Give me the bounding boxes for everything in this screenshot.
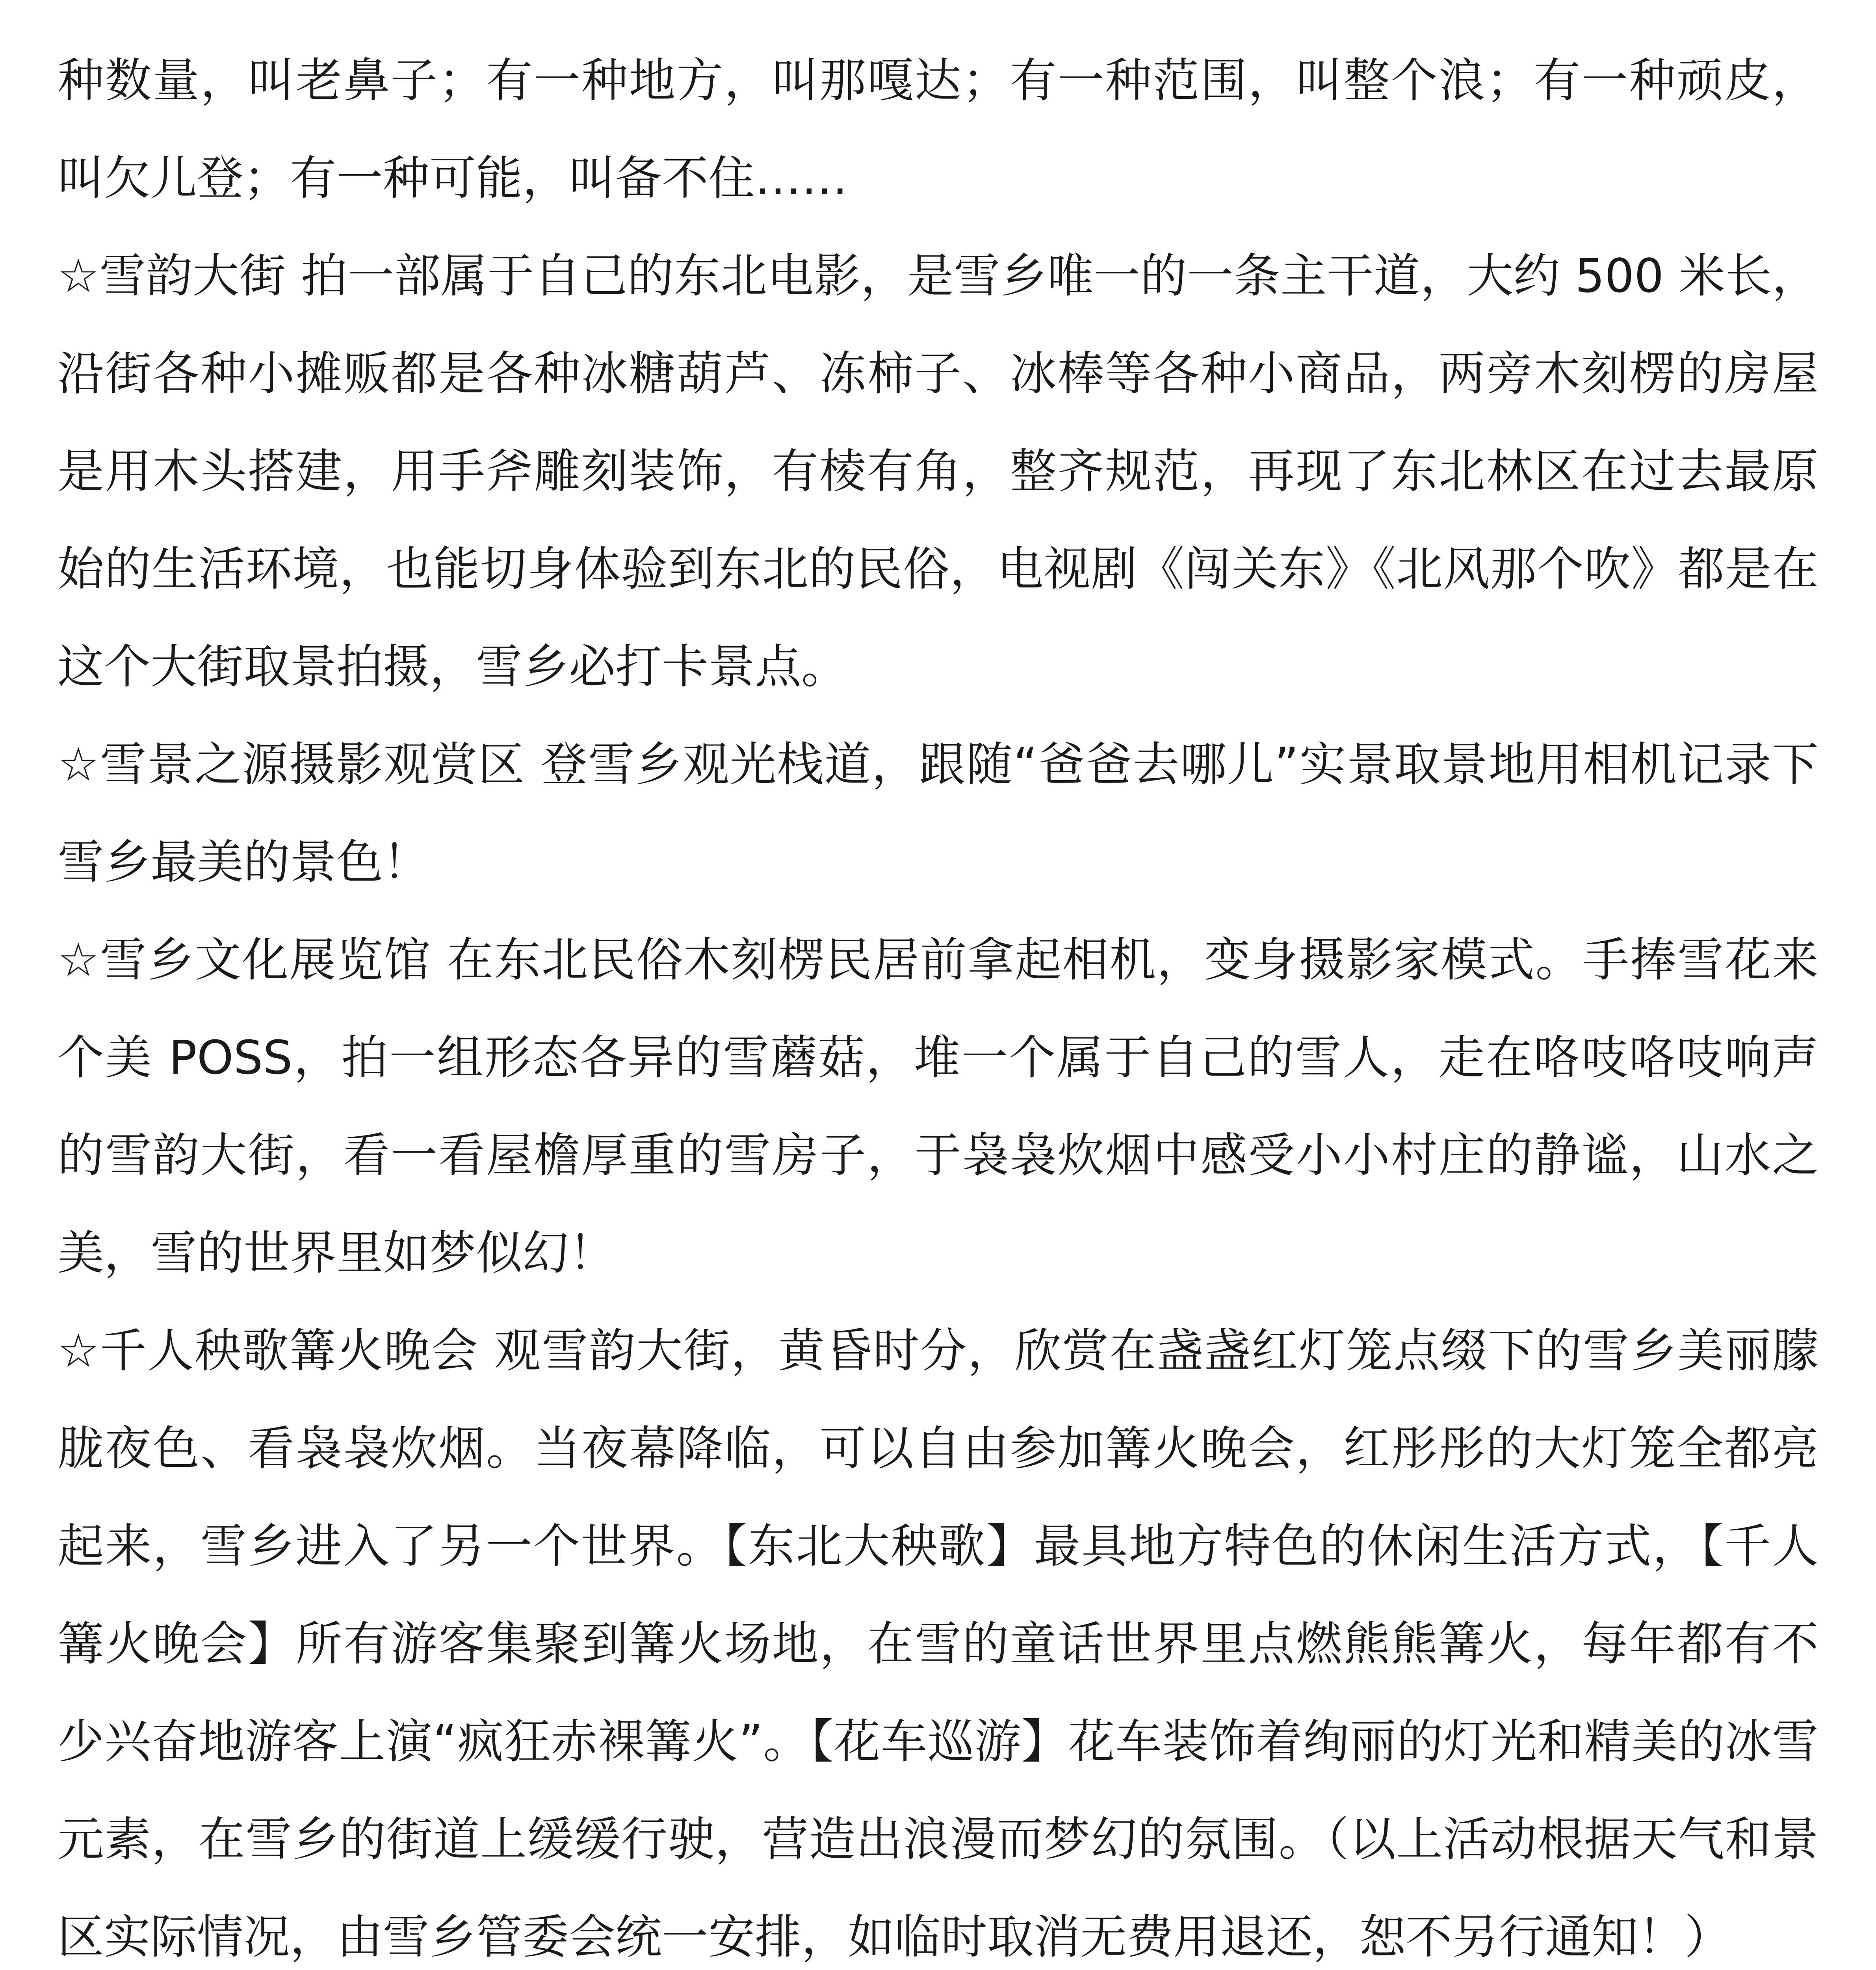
star-icon: ☆ [58,249,100,303]
star-icon: ☆ [58,1323,100,1378]
star-icon: ☆ [58,933,100,987]
paragraph-intro-tail: 种数量，叫老鼻子；有一种地方，叫那嘎达；有一种范围，叫整个浪；有一种顽皮，叫欠儿登；有一种可能，叫备不住…… [58,53,1818,205]
paragraph-culture-museum [58,911,1818,1302]
section-heading: 千人秧歌篝火晚会 [100,1323,479,1378]
section-text: 拍一部属于自己的东北电影，是雪乡唯一的一条主干道，大约 500 米长，沿街各种小摊贩都是各种冰糖葫芦、冻柿子、冰棒等各种小商品，两旁木刻楞的房屋是用木头搭建，用手斧雕刻装饰，有棱有角，整齐规范，再现了东北林区在过去最原始的生活环境，也能切身体验到东北的民俗，电视剧《闯关东》《北风那个吹》都是在这个大街取景拍摄，雪乡必打卡景点。 [58,249,1818,694]
section-text: 在东北民俗木刻楞民居前拿起相机，变身摄影家模式。手捧雪花来个美 POSS，拍一组形态各异的雪蘑菇，堆一个属于自己的雪人，走在咯吱咯吱响声的雪韵大街，看一看屋檐厚重的雪房子，于袅袅炊烟中感受小小村庄的静谧，山水之美，雪的世界里如梦似幻！ [58,933,1818,1280]
heading-spacer [286,249,301,303]
heading-spacer [525,737,541,792]
heading-spacer [431,933,447,987]
document-body [58,32,1818,1970]
paragraph-xueyun-street [58,227,1818,716]
section-heading: 雪韵大街 [99,249,286,303]
paragraph-bonfire-party [58,1302,1818,1970]
section-heading: 雪景之源摄影观赏区 [100,737,526,792]
section-heading: 雪乡文化展览馆 [100,933,431,987]
paragraph-snow-photo-area [58,716,1818,911]
star-icon: ☆ [58,737,100,792]
section-text: 观雪韵大街，黄昏时分，欣赏在盏盏红灯笼点缀下的雪乡美丽朦胧夜色、看袅袅炊烟。当夜幕降临，可以自由参加篝火晚会，红彤彤的大灯笼全都亮起来，雪乡进入了另一个世界。【东北大秧歌】最具地方特色的休闲生活方式，【千人篝火晚会】所有游客集聚到篝火场地，在雪的童话世界里点燃熊熊篝火，每年都有不少兴奋地游客上演“疯狂赤裸篝火”。【花车巡游】花车装饰着绚丽的灯光和精美的冰雪元素，在雪乡的街道上缓缓行驶，营造出浪漫而梦幻的氛围。（以上活动根据天气和景区实际情况，由雪乡管委会统一安排，如临时取消无费用退还，恕不另行通知！） [58,1323,1818,1964]
section-text: 登雪乡观光栈道，跟随“爸爸去哪儿”实景取景地用相机记录下雪乡最美的景色！ [58,737,1818,889]
heading-spacer [479,1323,494,1378]
